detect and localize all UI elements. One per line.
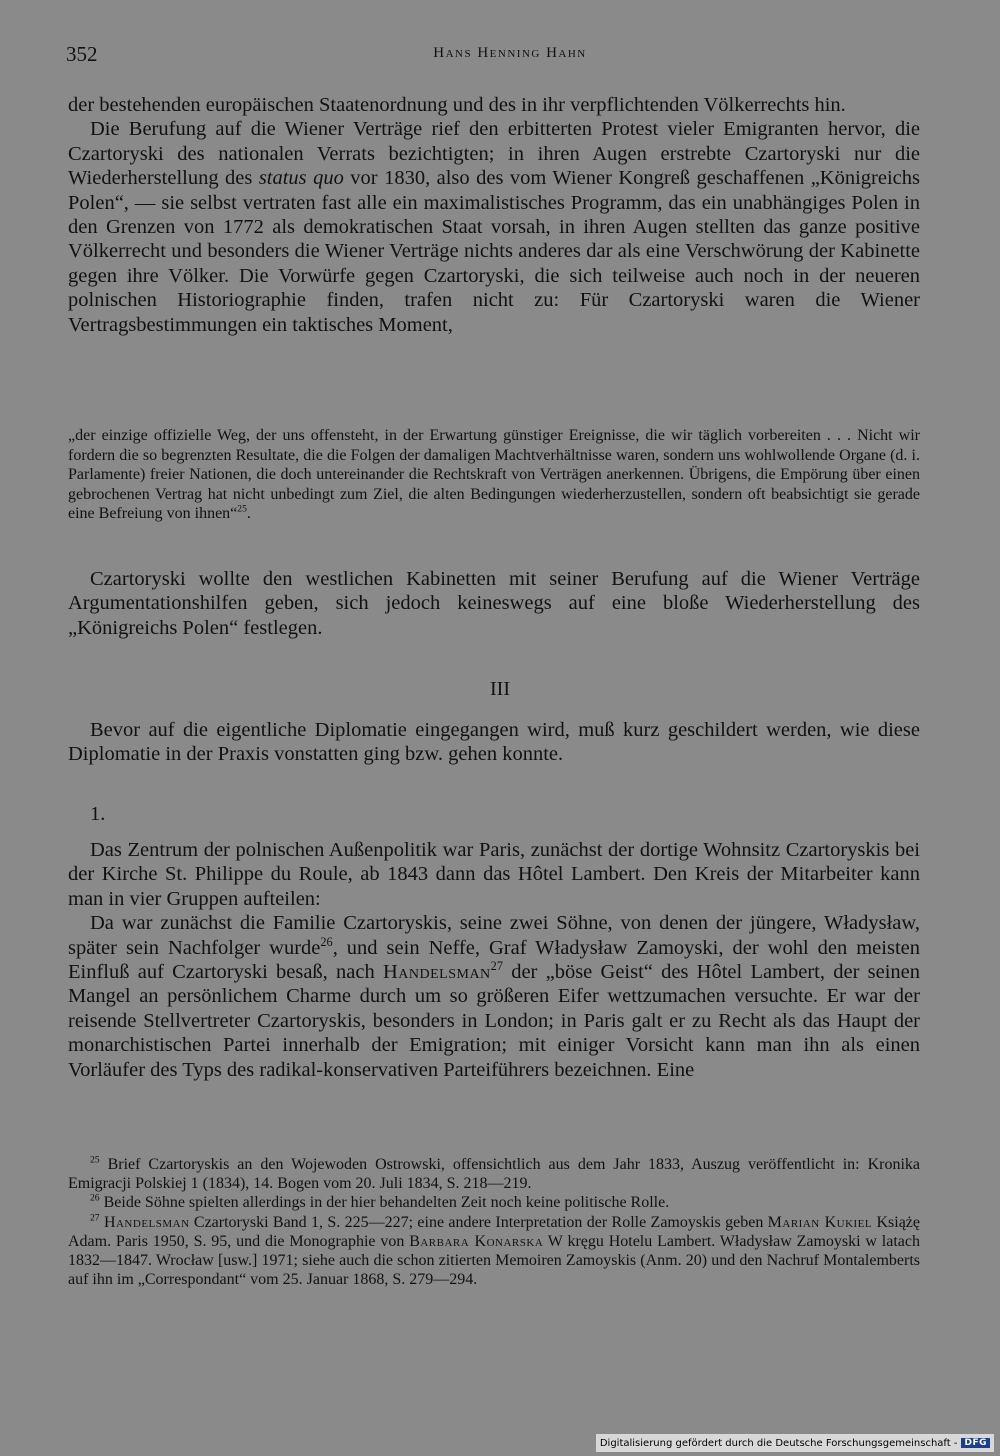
text-span: . — [246, 505, 251, 523]
dfg-logo-icon: DFG — [961, 1438, 990, 1448]
paragraph-paris-center: Das Zentrum der polnischen Außenpolitik war Paris, zunächst der dortige Wohnsitz Czartoryskis bei der Kirche St. Philippe du Roule, ab 1843 dann das Hôtel Lambert. Den Kreis der Mitarbeiter kann man in vier Gruppen aufteilen: — [68, 839, 920, 910]
text-span: vor 1830, also des vom Wiener Kongreß geschaffenen „Königreichs Polen“, — sie selbst vertraten fast alle ein maximalistisches Programm, das ein unabhängiges Polen in den Grenzen von 1772 als demokratischen Staat vorsah, in ihren Augen stellten das ganze positive Völkerrecht und besonders die Wiener Verträge nichts anderes dar als eine Verschwörung der Kabinette gegen ihre Völker. Die Vorwürfe gegen Czartoryski, die sich teilweise auch noch in der neueren polnischen Historiographie finden, trafen nicht zu: Für Czartoryski waren die Wiener Vertragsbestimmungen ein taktisches Moment, — [68, 167, 920, 336]
digitization-credit — [596, 1434, 994, 1452]
subsection-number: 1. — [90, 803, 106, 825]
paragraph-continuation: der bestehenden europäischen Staatenordnung und des in ihr verpflichtenden Völkerrechts hin. — [68, 94, 846, 116]
footnote-25 — [68, 1155, 920, 1193]
quote-text: „der einzige offizielle Weg, der uns offensteht, in der Erwartung günstiger Ereignisse, die wir täglich vorbereiten . . . Nicht wir fordern die so begrenzten Resultate, die die Folgen der damaligen Machtverhältnisse waren, sondern uns wohlwollende Organe (d. i. Parlamente) freier Nationen, die doch untereinander die Rechtskraft von Verträgen anerkennen. Übrigens, die Empörung über einen gebrochenen Vertrag hat nicht unbedingt zum Ziel, die alten Bedingungen wiederherzustellen, sondern oft beabsichtigt sie gerade eine Befreiung von ihnen“ — [68, 427, 920, 523]
footnote-text: Brief Czartoryskis an den Wojewoden Ostrowski, offensichtlich aus dem Jahr 1833, Auszug veröffentlicht in: Kronika Emigracji Polskiej 1 (1834), 14. Bogen vom 20. Juli 1834, S. 218—219. — [68, 1156, 920, 1193]
footnote-26 — [68, 1193, 920, 1212]
author-name: Handelsman — [382, 961, 491, 984]
page-number: 352 — [66, 42, 98, 66]
block-quote — [68, 426, 920, 524]
footnote-text: W kręgu Hotelu Lambert. Władysław Zamoyski w latach 1832—1847. Wrocław [usw.] 1971; siehe auch die schon zitierten Memoiren Zamoyskis (Anm. 20) und den Nachruf Montalemberts auf ihn im „Correspondant“ vom 25. Januar 1868, S. 279—294. — [68, 1232, 921, 1289]
author-name: Marian Kukiel — [767, 1213, 873, 1231]
text-span: Da war zunächst die Familie Czartoryskis, seine zwei Söhne, von denen der jüngere, Władysław, später sein Nachfolger wurde — [68, 912, 920, 959]
main-text — [68, 838, 920, 1082]
footnote-text: Beide Söhne spielten allerdings in der hier behandelten Zeit noch keine politische Rolle. — [99, 1194, 670, 1212]
footnote-ref-26[interactable]: 26 — [320, 934, 333, 949]
footnote-27 — [68, 1213, 920, 1290]
paragraph-family — [68, 911, 920, 1082]
text-span: , und sein Neffe, Graf Władysław Zamoyski, der wohl den meisten Einfluß auf Czartoryski besaß, nach — [68, 936, 920, 984]
running-head: Hans Henning Hahn — [433, 45, 587, 61]
footnote-number: 25 — [90, 1154, 100, 1166]
paragraph-vienna-treaties — [68, 117, 920, 337]
section-heading: III — [490, 678, 510, 700]
footnotes — [68, 1155, 920, 1289]
author-name: Handelsman — [103, 1213, 190, 1231]
page-header — [0, 42, 1000, 72]
footnote-text: Książę Adam. Paris 1950, S. 95, und die Monographie von — [68, 1213, 920, 1250]
footnote-number: 27 — [90, 1212, 100, 1224]
author-name: Barbara Konarska — [409, 1232, 544, 1250]
text-span: der „böse Geist“ des Hôtel Lambert, der seinen Mangel an persönlichem Charme durch um so größeren Eifer wettzumachen versuchte. Er war der reisende Stellvertreter Czartoryskis, besonders in London; in Paris galt er zu Recht als das Haupt der monarchistischen Partei innerhalb der Emigration; mit einiger Vorsicht kann man ihn als einen Vorläufer des Typs des radikal-konservativen Parteiführers bezeichnen. Eine — [68, 961, 921, 1081]
footnote-text: Czartoryski Band 1, S. 225—227; eine andere Interpretation der Rolle Zamoyskis geben — [189, 1213, 768, 1231]
footnote-ref-25[interactable]: 25 — [237, 504, 247, 516]
footnote-ref-27[interactable]: 27 — [490, 959, 503, 974]
credit-text: Digitalisierung gefördert durch die Deutsche Forschungsgemeinschaft - — [599, 1437, 958, 1449]
section-intro: Bevor auf die eigentliche Diplomatie eingegangen wird, muß kurz geschildert werden, wie diese Diplomatie in der Praxis vonstatten ging bzw. gehen konnte. — [68, 719, 920, 766]
paragraph-after-quote: Czartoryski wollte den westlichen Kabinetten mit seiner Berufung auf die Wiener Verträge Argumentationshilfen geben, sich jedoch keineswegs auf eine bloße Wiederherstellung des „Königreichs Polen“ festlegen. — [68, 568, 920, 639]
footnote-number: 26 — [90, 1193, 100, 1205]
italic-term: status quo — [258, 167, 344, 190]
text-span: Die Berufung auf die Wiener Verträge rief den erbitterten Protest vieler Emigranten hervor, die Czartoryski des nationalen Verrats bezichtigten; in ihren Augen erstrebte Czartoryski nur die Wiederherstellung des — [68, 118, 920, 190]
body-text — [68, 93, 920, 337]
